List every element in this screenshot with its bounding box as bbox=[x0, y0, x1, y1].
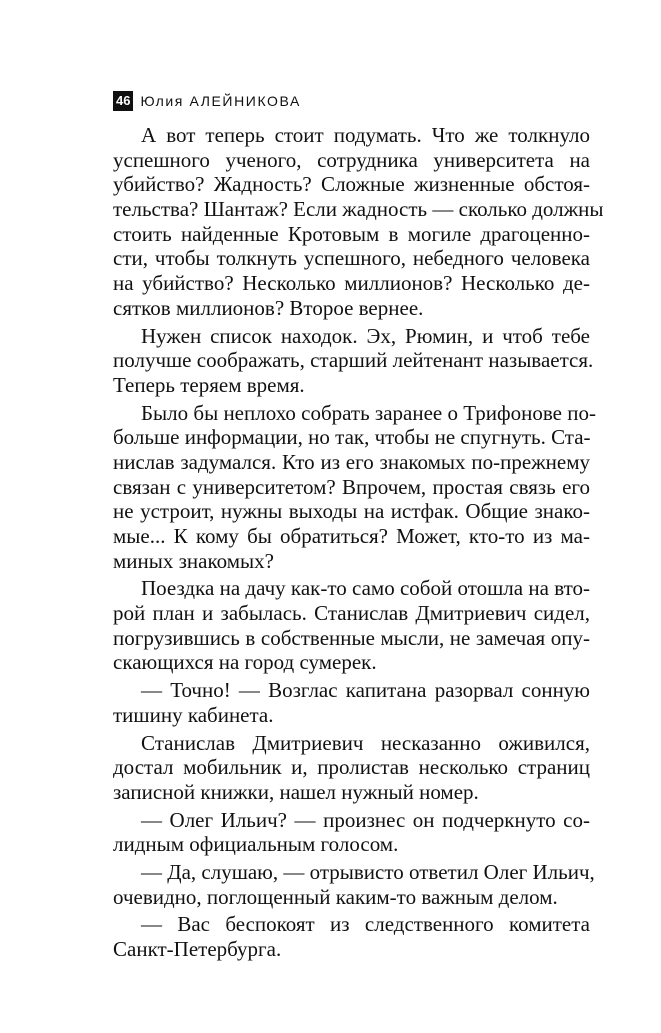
text-line: — Точно! — Возглас капитана разорвал сонную bbox=[141, 678, 590, 703]
paragraph bbox=[113, 808, 590, 857]
text-line: сти, чтобы толкнуть успешного, небедного человека bbox=[113, 246, 590, 271]
text-line: А вот теперь стоит подумать. Что же толкнуло bbox=[141, 123, 590, 147]
text-line: миных знакомых? bbox=[113, 548, 274, 573]
text-line: Нужен список находок. Эх, Рюмин, и чтоб тебе bbox=[141, 323, 590, 348]
text-line: записной книжки, нашел нужный номер. bbox=[113, 779, 479, 804]
text-line: успешного ученого, сотрудника университета на bbox=[113, 147, 590, 172]
text-line: очевидно, поглощенный каким-то важным делом. bbox=[113, 884, 558, 909]
text-line: Санкт-Петербурга. bbox=[113, 937, 282, 961]
text-line: не устроит, нужны выходы на истфак. Общие знако- bbox=[113, 499, 590, 524]
text-line: тельства? Шантаж? Если жадность — сколько должны bbox=[113, 197, 604, 222]
text-line: достал мобильник и, пролистав несколько страниц bbox=[113, 755, 590, 780]
paragraph bbox=[113, 731, 590, 805]
page-header bbox=[113, 90, 301, 112]
text-line: связан с университетом? Впрочем, простая связь его bbox=[113, 474, 590, 499]
paragraph bbox=[113, 123, 604, 321]
text-line: — Олег Ильич? — произнес он подчеркнуто со- bbox=[141, 807, 590, 832]
text-line: на убийство? Несколько миллионов? Несколько де- bbox=[113, 271, 590, 296]
paragraph bbox=[113, 678, 590, 727]
text-line: получше соображать, старший лейтенант называется. bbox=[113, 348, 594, 373]
text-line: нислав задумался. Кто из его знакомых по-прежнему bbox=[113, 449, 590, 474]
text-line: рой план и забылась. Станислав Дмитриевич сидел, bbox=[113, 601, 590, 626]
paragraph bbox=[113, 576, 590, 675]
text-line: — Да, слушаю, — отрывисто ответил Олег Ильич, bbox=[141, 859, 595, 884]
text-line: мые... К кому бы обратиться? Может, кто-то из ма- bbox=[113, 524, 590, 548]
text-line: сятков миллионов? Второе вернее. bbox=[113, 295, 424, 320]
text-line: — Вас беспокоят из следственного комитета bbox=[141, 912, 590, 937]
text-line: тишину кабинета. bbox=[113, 702, 274, 727]
text-line: лидным официальным голосом. bbox=[113, 832, 399, 857]
paragraph bbox=[113, 323, 594, 398]
text-line: Поездка на дачу как-то само собой отошла на вто- bbox=[141, 576, 590, 601]
page-number: 46 bbox=[113, 91, 133, 111]
text-line: Было бы неплохо собрать заранее о Трифонове по- bbox=[141, 400, 596, 425]
text-line: больше информации, но так, чтобы не спугнуть. Ста- bbox=[113, 425, 591, 450]
paragraph bbox=[113, 400, 596, 574]
body-text bbox=[113, 123, 604, 962]
running-head: Юлия АЛЕЙНИКОВА bbox=[140, 93, 301, 109]
text-line: Теперь теряем время. bbox=[113, 372, 305, 397]
text-line: погрузившись в собственные мысли, не замечая опу- bbox=[113, 625, 590, 650]
text-line: убийство? Жадность? Сложные жизненные обстоя- bbox=[113, 172, 590, 197]
paragraph bbox=[113, 859, 595, 909]
text-line: Станислав Дмитриевич несказанно оживился, bbox=[141, 730, 590, 755]
text-line: скающихся на город сумерек. bbox=[113, 650, 377, 675]
text-line: стоить найденные Кротовым в могиле драгоценно- bbox=[113, 221, 590, 246]
paragraph bbox=[113, 912, 590, 961]
